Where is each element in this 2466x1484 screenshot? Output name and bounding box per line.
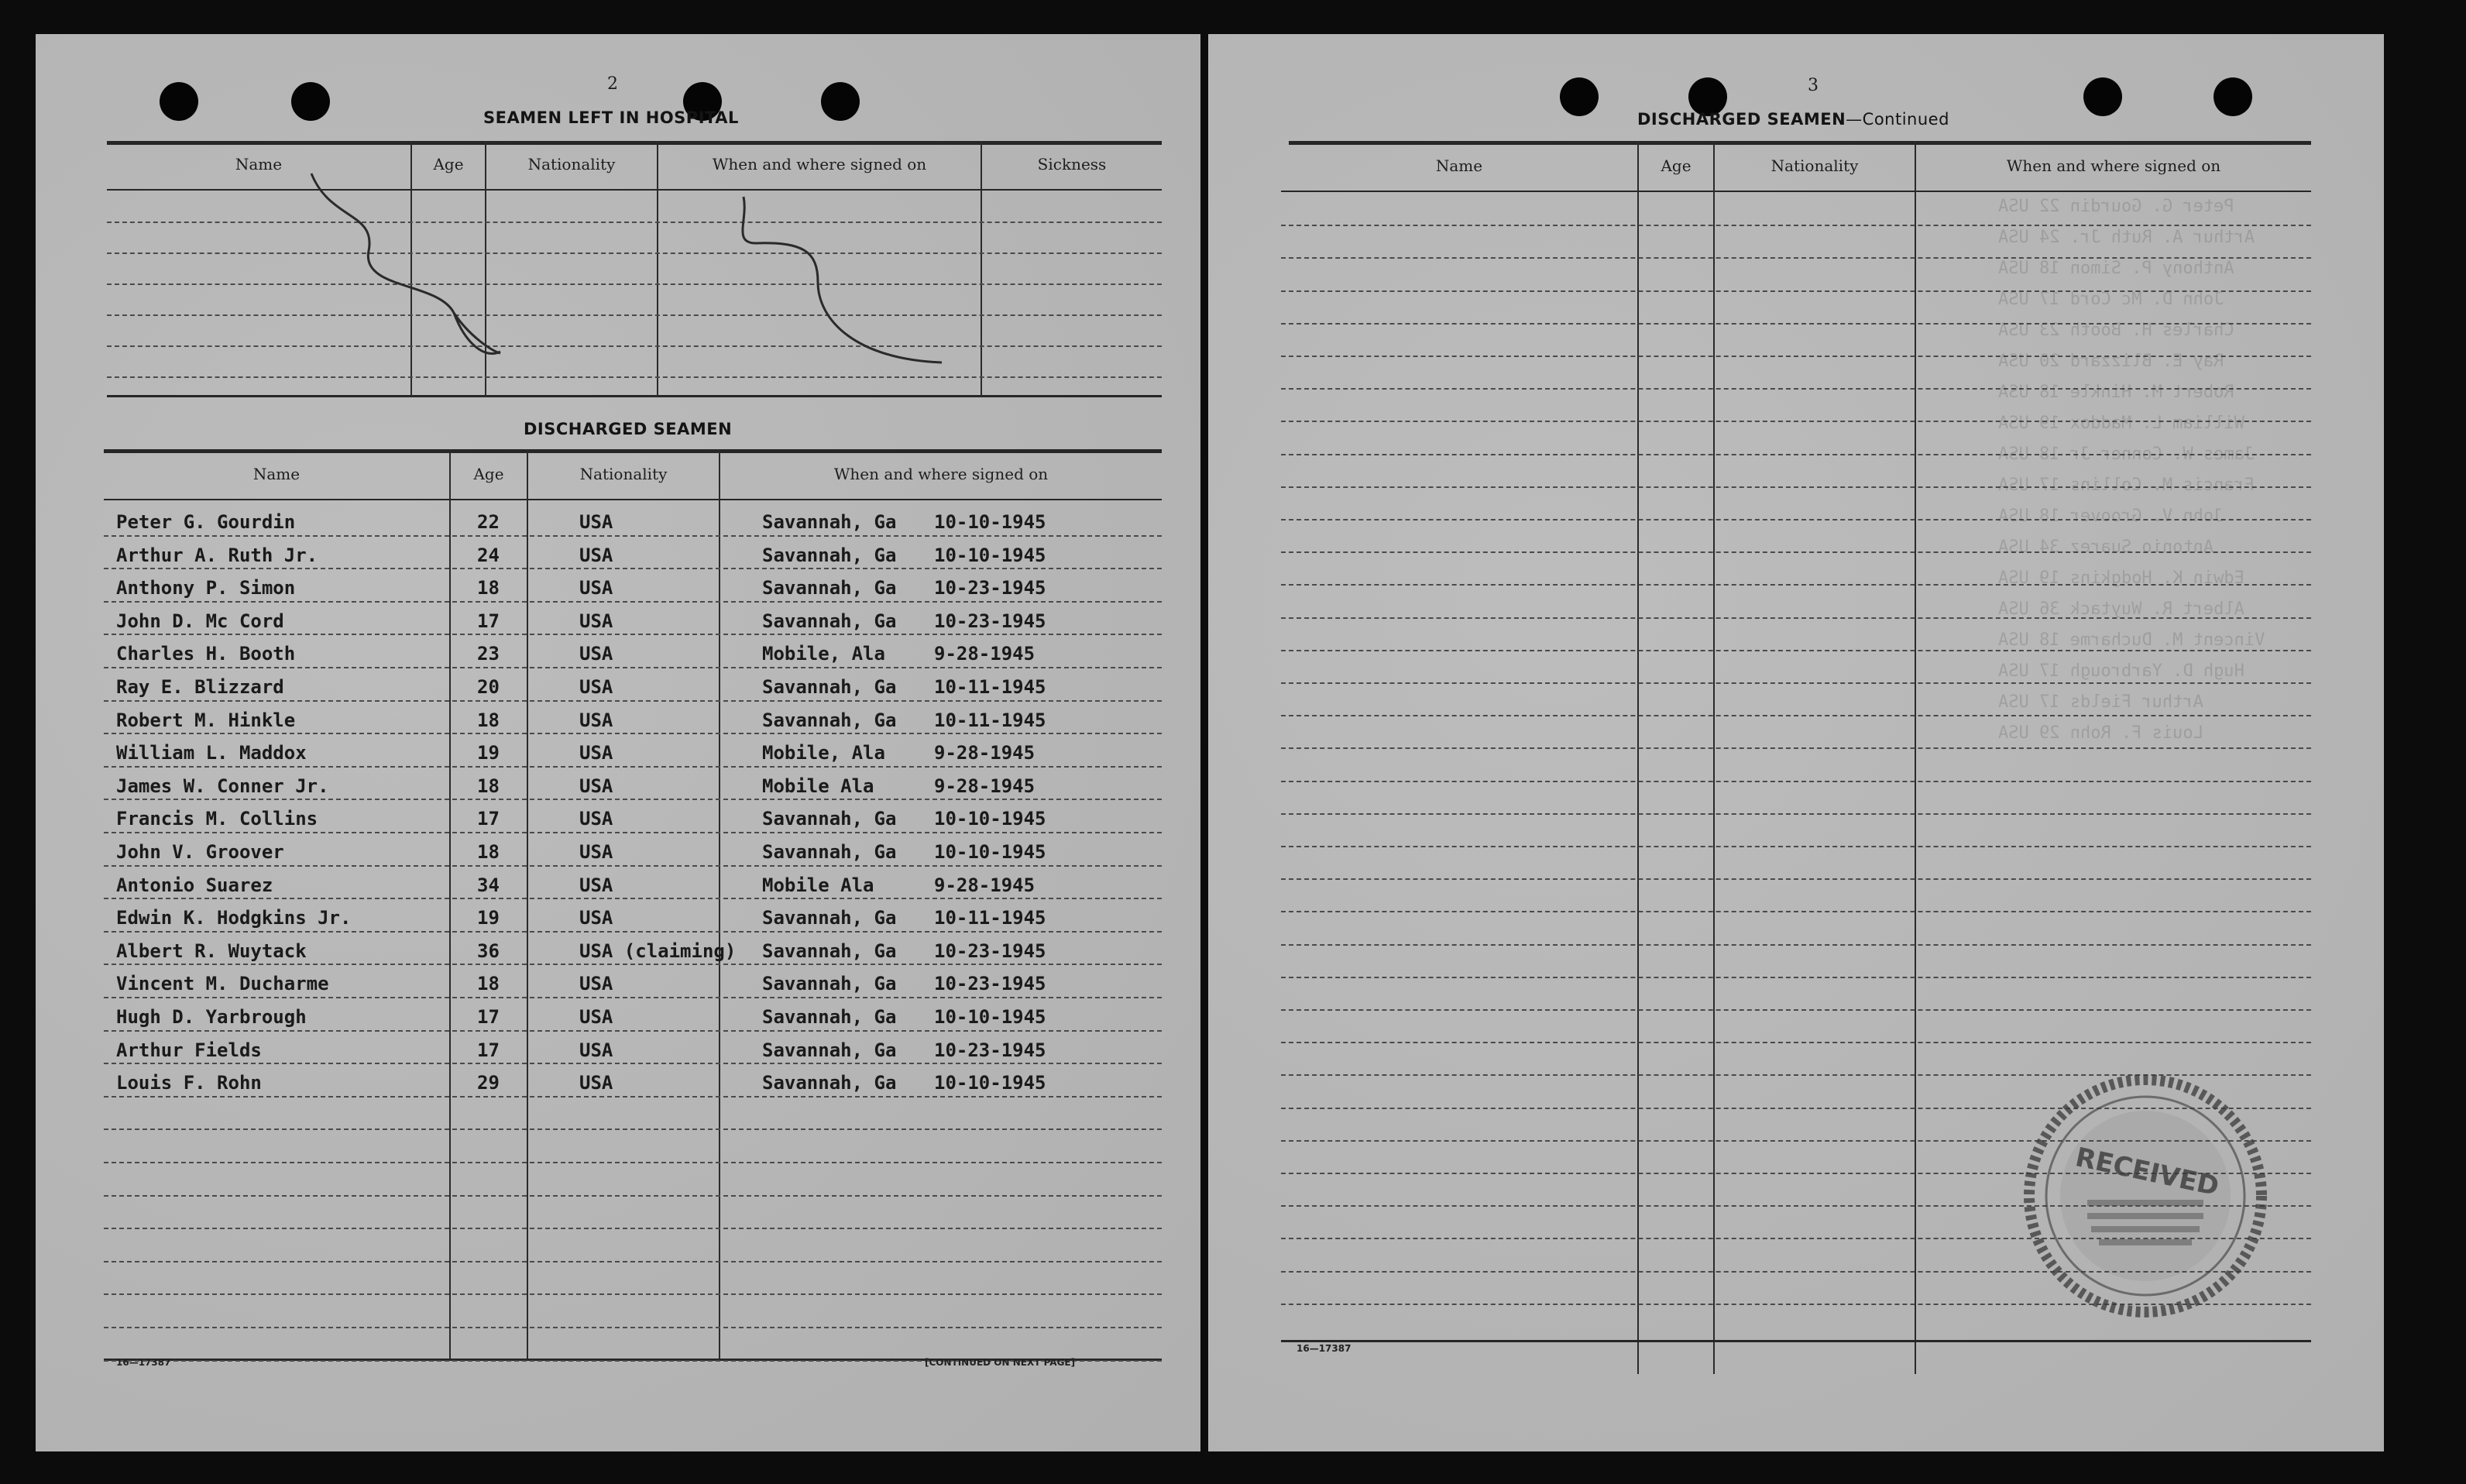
- hospital-header-nationality: Nationality: [527, 155, 616, 173]
- strike-through-marks: [36, 34, 1200, 421]
- row-rule: [104, 634, 1162, 635]
- seaman-name: Francis M. Collins: [116, 808, 318, 830]
- seaman-age: 24: [477, 544, 500, 566]
- signed-on-place: Mobile Ala: [762, 775, 874, 797]
- row-rule: [104, 1228, 1162, 1229]
- row-rule: [104, 1261, 1162, 1262]
- row-rule: [104, 865, 1162, 867]
- discharged-header-signed-on: When and where signed on: [833, 465, 1049, 483]
- signed-on-place: Savannah, Ga: [762, 808, 897, 830]
- seaman-age: 23: [477, 643, 500, 665]
- page-number: 3: [1808, 76, 1819, 95]
- right-page: 3 DISCHARGED SEAMEN—Continued Name Age Nationality When and where signed on Peter G. Gourdin 22 USA Arthur A. Ruth Jr. 24 USA Anthony P. Simon 18 USA John D. Mc Cord 17 USA Charles H. Booth 23 USA Ray E. Blizzard 20 USA Robert M. Hinkle 18 USA William L. Maddox 19 USA James W. Conner Jr 18 USA Francis M. Collins 17 USA John V. Groover 18 USA Antonio Suarez 34 USA Edwin K. Hodgkins 19 USA Albert R. Wuytack 36 USA Vincent M. Ducharme 18 USA Hugh D. Yarbrough 17 USA Arthur Fields 17 USA Louis F. Rohn 29 USA RECEIVED 16—17387: [1208, 34, 2384, 1451]
- row-rule: [104, 766, 1162, 768]
- signed-on-place: Savannah, Ga: [762, 577, 897, 599]
- seaman-age: 34: [477, 874, 500, 896]
- signed-on-place: Savannah, Ga: [762, 841, 897, 863]
- seaman-name: William L. Maddox: [116, 742, 307, 764]
- row-rule: [1281, 846, 2311, 847]
- row-rule: [104, 898, 1162, 899]
- seaman-age: 29: [477, 1072, 500, 1094]
- continued-note: [CONTINUED ON NEXT PAGE]: [925, 1357, 1076, 1368]
- seaman-name: Arthur A. Ruth Jr.: [116, 544, 318, 566]
- row-rule: [1281, 781, 2311, 782]
- signed-on-place: Savannah, Ga: [762, 1072, 897, 1094]
- signed-on-date: 10-23-1945: [934, 940, 1046, 962]
- seaman-age: 20: [477, 676, 500, 698]
- row-rule: [104, 667, 1162, 668]
- discharged-header-name: Name: [252, 465, 301, 483]
- row-rule: [1281, 977, 2311, 978]
- page-title: DISCHARGED SEAMEN—Continued: [1637, 110, 1949, 129]
- signed-on-date: 10-11-1945: [934, 709, 1046, 731]
- row-rule: [1281, 944, 2311, 946]
- row-rule: [1281, 1009, 2311, 1011]
- seaman-name: Ray E. Blizzard: [116, 676, 284, 698]
- seaman-nationality: USA: [579, 511, 613, 533]
- hospital-header-sickness: Sickness: [1037, 155, 1107, 173]
- seaman-nationality: USA: [579, 742, 613, 764]
- seaman-name: John D. Mc Cord: [116, 610, 284, 632]
- row-rule: [104, 1128, 1162, 1130]
- seaman-nationality: USA: [579, 1039, 613, 1061]
- row-rule: [1281, 878, 2311, 880]
- row-rule: [1281, 715, 2311, 716]
- seaman-nationality: USA: [579, 577, 613, 599]
- hospital-header-signed-on: When and where signed on: [712, 155, 927, 173]
- signed-on-place: Mobile, Ala: [762, 643, 885, 665]
- form-number: 16—17387: [116, 1357, 171, 1368]
- signed-on-date: 10-23-1945: [934, 973, 1046, 994]
- signed-on-date: 9-28-1945: [934, 742, 1036, 764]
- seaman-name: John V. Groover: [116, 841, 284, 863]
- form-number: 16—17387: [1297, 1343, 1351, 1354]
- seaman-age: 18: [477, 973, 500, 994]
- signed-on-date: 10-10-1945: [934, 808, 1046, 830]
- signed-on-date: 10-10-1945: [934, 1006, 1046, 1028]
- signed-on-date: 10-23-1945: [934, 577, 1046, 599]
- signed-on-place: Savannah, Ga: [762, 544, 897, 566]
- row-rule: [104, 1327, 1162, 1328]
- row-rule: [104, 535, 1162, 537]
- hospital-header-age: Age: [433, 155, 464, 173]
- seaman-age: 17: [477, 1039, 500, 1061]
- signed-on-date: 10-10-1945: [934, 511, 1046, 533]
- signed-on-date: 9-28-1945: [934, 775, 1036, 797]
- row-rule: [1281, 911, 2311, 912]
- signed-on-place: Savannah, Ga: [762, 1006, 897, 1028]
- row-rule: [104, 964, 1162, 965]
- hospital-header-name: Name: [235, 155, 283, 173]
- seaman-age: 19: [477, 907, 500, 929]
- signed-on-place: Savannah, Ga: [762, 709, 897, 731]
- continued-header-name: Name: [1435, 156, 1483, 175]
- row-rule: [104, 733, 1162, 734]
- punch-hole: [1560, 77, 1599, 116]
- stamp-label: RECEIVED: [2073, 1142, 2222, 1203]
- seaman-name: Antonio Suarez: [116, 874, 273, 896]
- seaman-nationality: USA: [579, 808, 613, 830]
- seaman-nationality: USA: [579, 709, 613, 731]
- row-rule: [1281, 1042, 2311, 1043]
- row-rule: [1281, 225, 2311, 226]
- signed-on-date: 10-10-1945: [934, 841, 1046, 863]
- seaman-age: 18: [477, 709, 500, 731]
- seaman-age: 22: [477, 511, 500, 533]
- row-rule: [1281, 650, 2311, 651]
- continued-header-nationality: Nationality: [1771, 156, 1859, 175]
- seaman-nationality: USA: [579, 1072, 613, 1094]
- hospital-section-title: SEAMEN LEFT IN HOSPITAL: [483, 108, 739, 127]
- seaman-name: Charles H. Booth: [116, 643, 296, 665]
- seaman-age: 17: [477, 1006, 500, 1028]
- signed-on-place: Savannah, Ga: [762, 610, 897, 632]
- row-rule: [104, 832, 1162, 833]
- signed-on-date: 10-10-1945: [934, 544, 1046, 566]
- punch-hole: [2214, 77, 2252, 116]
- row-rule: [104, 601, 1162, 603]
- seaman-nationality: USA: [579, 1006, 613, 1028]
- seaman-age: 36: [477, 940, 500, 962]
- seaman-nationality: USA: [579, 610, 613, 632]
- signed-on-date: 10-11-1945: [934, 676, 1046, 698]
- seaman-name: Robert M. Hinkle: [116, 709, 296, 731]
- seaman-age: 17: [477, 610, 500, 632]
- signed-on-date: 10-23-1945: [934, 1039, 1046, 1061]
- seaman-name: Hugh D. Yarbrough: [116, 1006, 307, 1028]
- seaman-nationality: USA: [579, 874, 613, 896]
- page-number: 2: [607, 74, 618, 94]
- signed-on-date: 9-28-1945: [934, 874, 1036, 896]
- punch-hole: [2083, 77, 2122, 116]
- discharged-header-age: Age: [473, 465, 504, 483]
- continued-header-age: Age: [1661, 156, 1692, 175]
- seaman-name: Vincent M. Ducharme: [116, 973, 329, 994]
- seaman-name: Peter G. Gourdin: [116, 511, 296, 533]
- seaman-nationality: USA: [579, 907, 613, 929]
- discharged-header-nationality: Nationality: [579, 465, 668, 483]
- signed-on-date: 10-11-1945: [934, 907, 1046, 929]
- signed-on-place: Mobile Ala: [762, 874, 874, 896]
- row-rule: [1281, 747, 2311, 749]
- row-rule: [104, 1162, 1162, 1163]
- continued-header-signed-on: When and where signed on: [2006, 156, 2221, 175]
- seaman-age: 17: [477, 808, 500, 830]
- row-rule: [1281, 682, 2311, 684]
- signed-on-place: Savannah, Ga: [762, 676, 897, 698]
- signed-on-date: 9-28-1945: [934, 643, 1036, 665]
- signed-on-place: Savannah, Ga: [762, 973, 897, 994]
- signed-on-date: 10-10-1945: [934, 1072, 1046, 1094]
- seaman-age: 18: [477, 775, 500, 797]
- seaman-nationality: USA: [579, 973, 613, 994]
- seaman-name: Edwin K. Hodgkins Jr.: [116, 907, 352, 929]
- row-rule: [1281, 813, 2311, 815]
- seaman-nationality: USA: [579, 643, 613, 665]
- row-rule: [104, 997, 1162, 998]
- row-rule: [104, 1063, 1162, 1064]
- signed-on-place: Savannah, Ga: [762, 940, 897, 962]
- seaman-name: Louis F. Rohn: [116, 1072, 262, 1094]
- discharged-section-title: DISCHARGED SEAMEN: [524, 420, 733, 438]
- row-rule: [104, 931, 1162, 933]
- received-stamp: [2014, 1064, 2277, 1328]
- row-rule: [104, 799, 1162, 800]
- signed-on-place: Savannah, Ga: [762, 907, 897, 929]
- seaman-name: James W. Conner Jr.: [116, 775, 329, 797]
- signed-on-place: Savannah, Ga: [762, 511, 897, 533]
- signed-on-place: Savannah, Ga: [762, 1039, 897, 1061]
- row-rule: [104, 568, 1162, 569]
- row-rule: [104, 700, 1162, 702]
- signed-on-place: Mobile, Ala: [762, 742, 885, 764]
- row-rule: [104, 1293, 1162, 1295]
- seaman-age: 18: [477, 577, 500, 599]
- row-rule: [104, 1030, 1162, 1032]
- seaman-name: Albert R. Wuytack: [116, 940, 307, 962]
- left-page: [36, 34, 1200, 1451]
- seaman-nationality: USA: [579, 544, 613, 566]
- seaman-name: Arthur Fields: [116, 1039, 262, 1061]
- signed-on-date: 10-23-1945: [934, 610, 1046, 632]
- seaman-age: 19: [477, 742, 500, 764]
- seaman-nationality: USA: [579, 841, 613, 863]
- row-rule: [104, 1195, 1162, 1197]
- seaman-nationality: USA: [579, 775, 613, 797]
- row-rule: [104, 1096, 1162, 1098]
- seaman-age: 18: [477, 841, 500, 863]
- seaman-nationality: USA (claiming): [579, 940, 737, 962]
- seaman-name: Anthony P. Simon: [116, 577, 296, 599]
- seaman-nationality: USA: [579, 676, 613, 698]
